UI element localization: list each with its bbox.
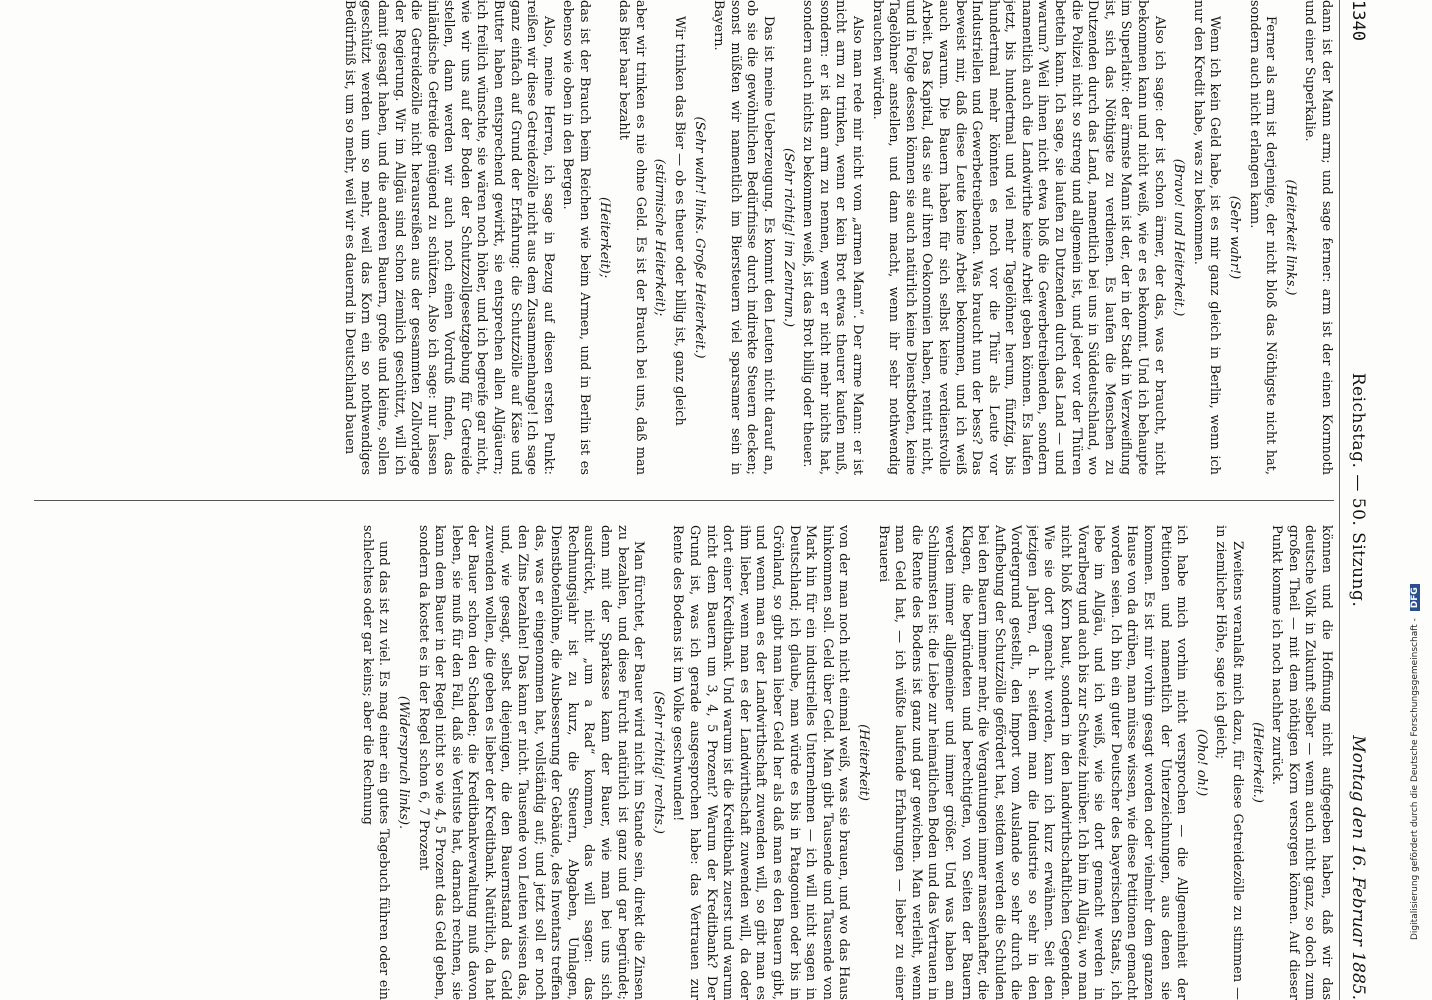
column-divider <box>34 500 1334 501</box>
page-number: 1340 <box>1348 0 1368 41</box>
right-interjection: (Widerspruch links). <box>395 695 411 830</box>
dfg-logo: DFG <box>1410 584 1420 611</box>
left-interjection: (stürmische Heiterkeit); <box>652 158 668 317</box>
right-paragraph: Man fürchtet, der Bauer wird nicht im Stande sein, direkt die Zinsen zu bezahlen, und diese Furcht natürlich ist ganz und gar begründet; denn mit der Sparkasse kann der Bauer, wie man bei uns sich ausdrückt, nicht „um a Rad“ kommen, das will sagen: das Rechnungsjahr ist zu kurz, die Steuern, Abgaben, Umlagen, Dienstbotenlöhne, die Ausbesserung der Gebäude, des Inventars treffen das, was er eingenommen hat, vollständig auf; und jetzt soll er noch den Zins bezahlen! Das kann er nicht. Tausende von Leuten wissen das, und, wie gesagt, selbst diejenigen, die den Bauernstand das Geld zuwenden wollen, die geben es lieber der Kreditbank. Natürlich, da hat der Bauer schon den Schaden; die Kreditbankverwaltung muß davon leben, sie muß für den Fall, daß sie Verluste hat, darnach rechnen, sie kann dem Bauer in der Regel nicht so wie 4, 5 Prozent das Geld geben, sondern da kostet es in der Regel schon 6, 7 Prozent <box>415 525 647 1000</box>
right-interjection: (Sehr richtig! rechts.) <box>650 691 666 834</box>
right-column <box>16 525 1334 1000</box>
right-interjection: (Heiterkeit) <box>855 724 871 801</box>
left-interjection: (Sehr richtig! im Zentrum.) <box>780 147 796 327</box>
session-title: Reichstag. — 50. Sitzung. <box>1348 372 1368 608</box>
right-paragraph: Zweitens veranlaßt mich dazu, für diese Getreidezölle zu stimmen — in ziemlicher Höhe, sage ich gleich; <box>1213 525 1246 1000</box>
header-rule <box>1339 0 1340 1000</box>
digitization-credit <box>1410 587 1426 1000</box>
left-paragraph: Also man rede mir nicht vom „armen Mann“. Der arme Mann: er ist nicht arm zu trinken, wenn er kein Brot etwas theurer kaufen muß, sondern: er ist dann arm zu nennen, wenn er nicht mehr nichts hat, sondern auch nichts zu bekommen weiß, ist das Brot billig oder theuer. <box>800 0 865 475</box>
right-paragraph: ich habe mich vorhin nicht versprochen — die Allgemeinheit der Petitionen und namentlich der Unterzeichnungen, aus denen sie kommen. Es ist mir vorhin gesagt worden oder vielmehr dem ganzen Hause von da drüben, man müsse wissen, wie diese Petitionen gemacht worden seien. Ich bin ein guter Deutscher des bayerischen Staats, ich lebe im Allgäu, und ich weiß, wie sie dort gemacht werden in Vorarlberg und auch bis zur Schweiz hinüber. Ich bin im Allgäu, wo man nicht bloß Korn baut, sondern in den landwirthschaftlichen Gegenden. Wie sie dort gemacht worden, kann ich kurz erwähnen. Seit den jetzigen Jahren, d. h. seitdem man die Industrie so sehr in den Vordergrund gestellt, den Import vom Auslande so sehr durch die Aufhebung der Schutzzölle gefördert hat, seitdem werden die Schulden bei den Bauern immer mehr, die Vergantungen immer massenhafter, die Klagen, die begründeten und berechtigten, von Seiten der Bauern werden immer allgemeiner und immer größer. Und was haben am Schlimmsten ist: die Liebe zur heimatlichen Boden und das Vertrauen in die Rente des Bodens ist ganz und gar gewichen. Man verleiht, wenn man Geld hat, — ich wüßte laufende Erfahrungen — lieber zu einer Brauerei <box>875 525 1190 1000</box>
left-paragraph: aber wir trinken es nie ohne Geld. Es ist der Brauch bei uns, daß man das Bier baar bezahlt <box>616 0 648 475</box>
left-paragraph: Wir trinken das Bier — ob es theuer oder billig ist, ganz gleich <box>672 16 688 426</box>
right-paragraph: und das ist zu viel. Es mag einer ein gutes Tagebuch führen oder ein schlechtes oder gar keins; aber die Rechnung <box>359 525 392 1000</box>
left-column <box>16 0 1334 475</box>
left-paragraph: dann ist der Mann arm; und sage ferner: arm ist der einen Kornnoth und einer Superkalie. <box>1302 0 1334 475</box>
right-interjection: (Heiterkeit.) <box>1249 722 1265 803</box>
page-header <box>1342 0 1372 1000</box>
left-interjection: (Sehr wahr!) <box>1227 195 1243 280</box>
left-interjection: (Heiterkeit); <box>596 196 612 279</box>
right-interjection: (Oho! oh!) <box>1193 728 1209 797</box>
session-date: Montag den 16. Februar 1885. <box>1348 735 1368 1000</box>
left-paragraph: Also ich sage: der ist schon ärmer, der das, was er braucht, nicht bekommen kann und nicht weiß, wie er es bekommt. Und ich behaupte im Superlativ: der ärmste Mann ist der, der in der Stadt in Verzweiflung ist, sich das Nöthigste zu verdienen. Es laufen die Menschen zu Dutzenden durch das Land, namentlich bei uns in Süddeutschland, wo die Polizei nicht so streng und allgemein ist, und jeder vor der Thüren betteln kann. Ich sage, sie laufen zu Dutzenden durch das Land — und warum? Weil ihnen nicht etwa bloß die Gewerbetreibenden, sondern namentlich auch die Landwirthe keine Arbeit geben können. Es laufen jetzt, bis hundertmal und viel mehr Tagelöhner herum, fünfzig, bis hundertmal mehr könnten es noch vor die Thür als Leute vor Industriellen und Gewerbetreibenden. Was braucht nun der bess? Das beweist mir, daß diese Leute keine Arbeit bekommen, und ich weiß auch warum. Die Bauern haben für sich selbst keine verdienstvolle Arbeit. Das Kapital, das sie auf ihren Oekonomien haben, rentirt nicht, und in Folge dessen können sie auch natürlich keine Dienstboten, keine Tagelöhner anstellen, und dann macht, wenn ihr sehr nothwendig brauchen würden. <box>869 0 1167 475</box>
left-interjection: (Heiterkeit links.) <box>1282 179 1298 296</box>
left-interjection: (Sehr wahr! links. Große Heiterkeit.) <box>691 116 707 359</box>
left-paragraph: Wenn ich kein Geld habe, ist es mir ganz gleich in Berlin, wenn ich nur den Kredit habe, was zu bekommen. <box>1190 0 1223 475</box>
left-paragraph: das ist der Brauch beim Reichen wie beim Armen, und in Berlin ist es ebenso wie oben in den Bergen. <box>560 0 593 475</box>
left-interjection: (Bravo! und Heiterkeit.) <box>1171 158 1187 317</box>
right-paragraph: können und die Hoffnung nicht aufgegeben haben, daß wir das deutsche Volk in Zukunft selber — wenn auch nicht ganz, so doch zum großen Theil — mit dem nöthigen Korn versorgen können. Auf dieser Punkt komme ich noch nachher zurück. <box>1269 525 1334 1000</box>
right-paragraph: von der man noch nicht einmal weiß, was sie brauen, und wo das Haus hinkommen soll. Geld über Geld. Man gibt Tausende und Tausende von Mark hin für ein industrielles Unternehmen — ich will nicht sagen in Deutschland; ich glaube, man würde es bis in Patagonien oder bis in Grönland, so gibt man lieber Geld her als daß man es den Bauern gibt, und wenn man es der Landwirthschaft zuwenden will, so gibt man es ihm lieber, wenn man es der Landwirthschaft zuwenden will, da oder dort einer Kreditbank. Und warum ist die Kreditbank zuerst und warum nicht dem Bauern um 3, 4, 5 Prozent? Warum der Kreditbank? Der Grund ist, was ich gerade ausgesprochen habe: das Vertrauen zur Rente des Bodens ist im Volke geschwunden! <box>670 525 852 1000</box>
left-paragraph: Ferner als arm ist derjenige, der nicht bloß das Nöthigste nicht hat, sondern auch nicht erlangen kann. <box>1246 0 1279 475</box>
credit-text: Digitalisierung gefördert durch die Deutsche Forschungsgemeinschaft - <box>1410 618 1420 940</box>
left-paragraph: Also, meine Herren, ich sage in Bezug auf diesen ersten Punkt: reißen wir diese Getreidezölle nicht aus dem Zusammenhange! Ich sage ganz einfach auf Grund der Erfahrung: die Schutzzölle auf Käse und Butter haben entsprechend gewirkt, sie entsprechen allen Allgäuern; ich freilich wünschte, sie wären noch höher, und ich begreife gar nicht, wie wir uns auf der Boden der Schutzzollgesetzgebung für Getreide stellen, dann werden wir auch noch einen Vordruß finden, das inländische Getreide genügend zu schützen. Also ich sage: nur lassen die Getreidezölle nicht herausreißen aus der gesammten Zollvorlage der Regierung. Wir im Allgäu sind schon ziemlich geschützt, will ich damit gesagt haben, und die anderen Bauern, große und kleine, sollen geschützt werden um so mehr, weil das Korn ein so nothwendiges Bedürfniß ist, um so mehr, weil wir es dauernd in Deutschland bauen <box>341 0 556 475</box>
left-paragraph: Das ist meine Ueberzeugung. Es kommt den Leuten nicht darauf an, ob sie die gewöhnlichen Bedürfnisse durch indirekte Steuern decken; sonst müßten wir namentlich im Biersteuern viel sparsamer sein in Bayern. <box>711 0 776 475</box>
